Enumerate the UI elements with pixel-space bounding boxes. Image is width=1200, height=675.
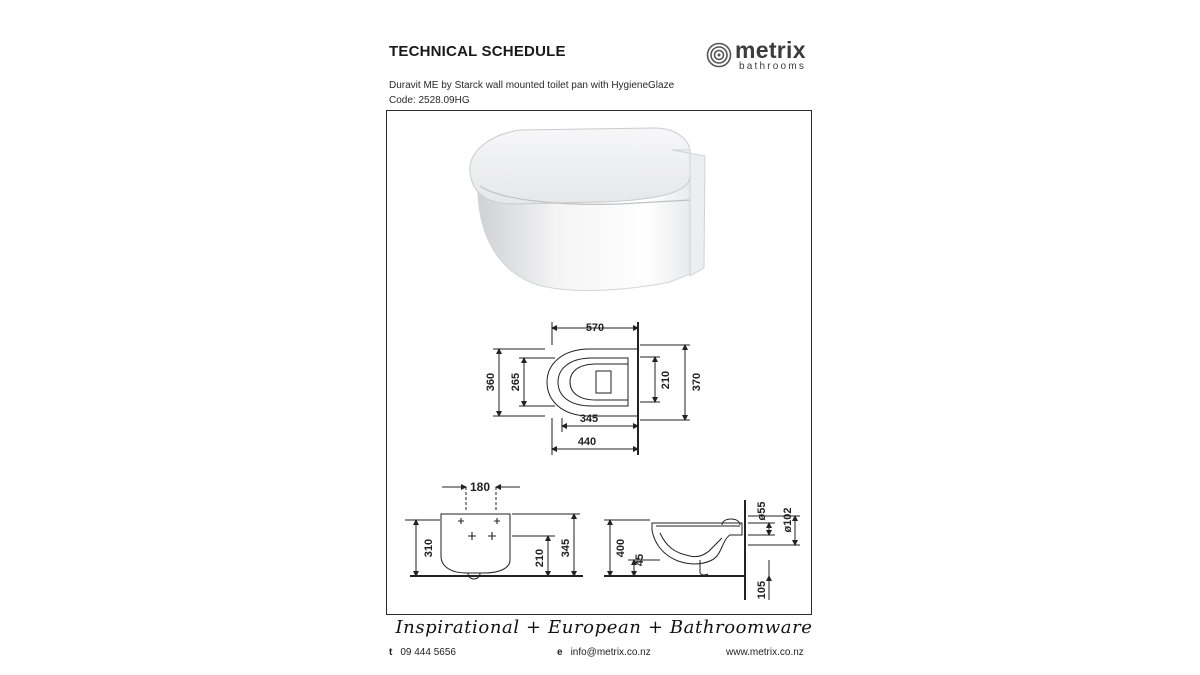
phone-number: 09 444 5656 [400, 647, 456, 658]
dim-fixing: 180 [469, 480, 491, 494]
product-photo [470, 128, 705, 291]
dim-outlet: 45 [634, 553, 646, 567]
page-title: TECHNICAL SCHEDULE [389, 43, 566, 60]
dim-height-mid: 210 [534, 548, 546, 568]
dim-width-outer: 360 [485, 372, 497, 392]
logo-subtitle: bathrooms [739, 61, 807, 72]
product-code: Code: 2528.09HG [389, 95, 470, 106]
dim-side-height: 400 [615, 538, 627, 558]
footer-email [557, 647, 651, 658]
dim-diameter-small: ø55 [756, 501, 768, 521]
footer-slogan: Inspirational + European + Bathroomware [395, 617, 813, 638]
email-label: e [557, 647, 563, 658]
product-description: Duravit ME by Starck wall mounted toilet pan with HygieneGlaze [389, 80, 675, 91]
website-link[interactable]: www.metrix.co.nz [726, 647, 804, 658]
logo-wordmark: metrix [735, 37, 806, 63]
dim-length: 570 [585, 322, 605, 334]
phone-label: t [389, 647, 393, 658]
dim-width-inner: 265 [510, 372, 522, 392]
dim-wall-b: 370 [691, 372, 703, 392]
footer-phone [389, 647, 456, 658]
email-link[interactable]: info@metrix.co.nz [570, 647, 651, 658]
dim-depth: 440 [577, 436, 597, 448]
front-view-drawing [405, 487, 583, 579]
dim-wall-a: 210 [660, 370, 672, 390]
footer-website [726, 647, 804, 658]
dim-depth-inner: 345 [579, 413, 599, 425]
dim-height-right: 345 [560, 538, 572, 558]
side-view-drawing [604, 500, 800, 600]
dim-height-left: 310 [423, 538, 435, 558]
dim-bottom: 105 [756, 580, 768, 600]
dim-diameter-large: ø102 [782, 507, 794, 533]
